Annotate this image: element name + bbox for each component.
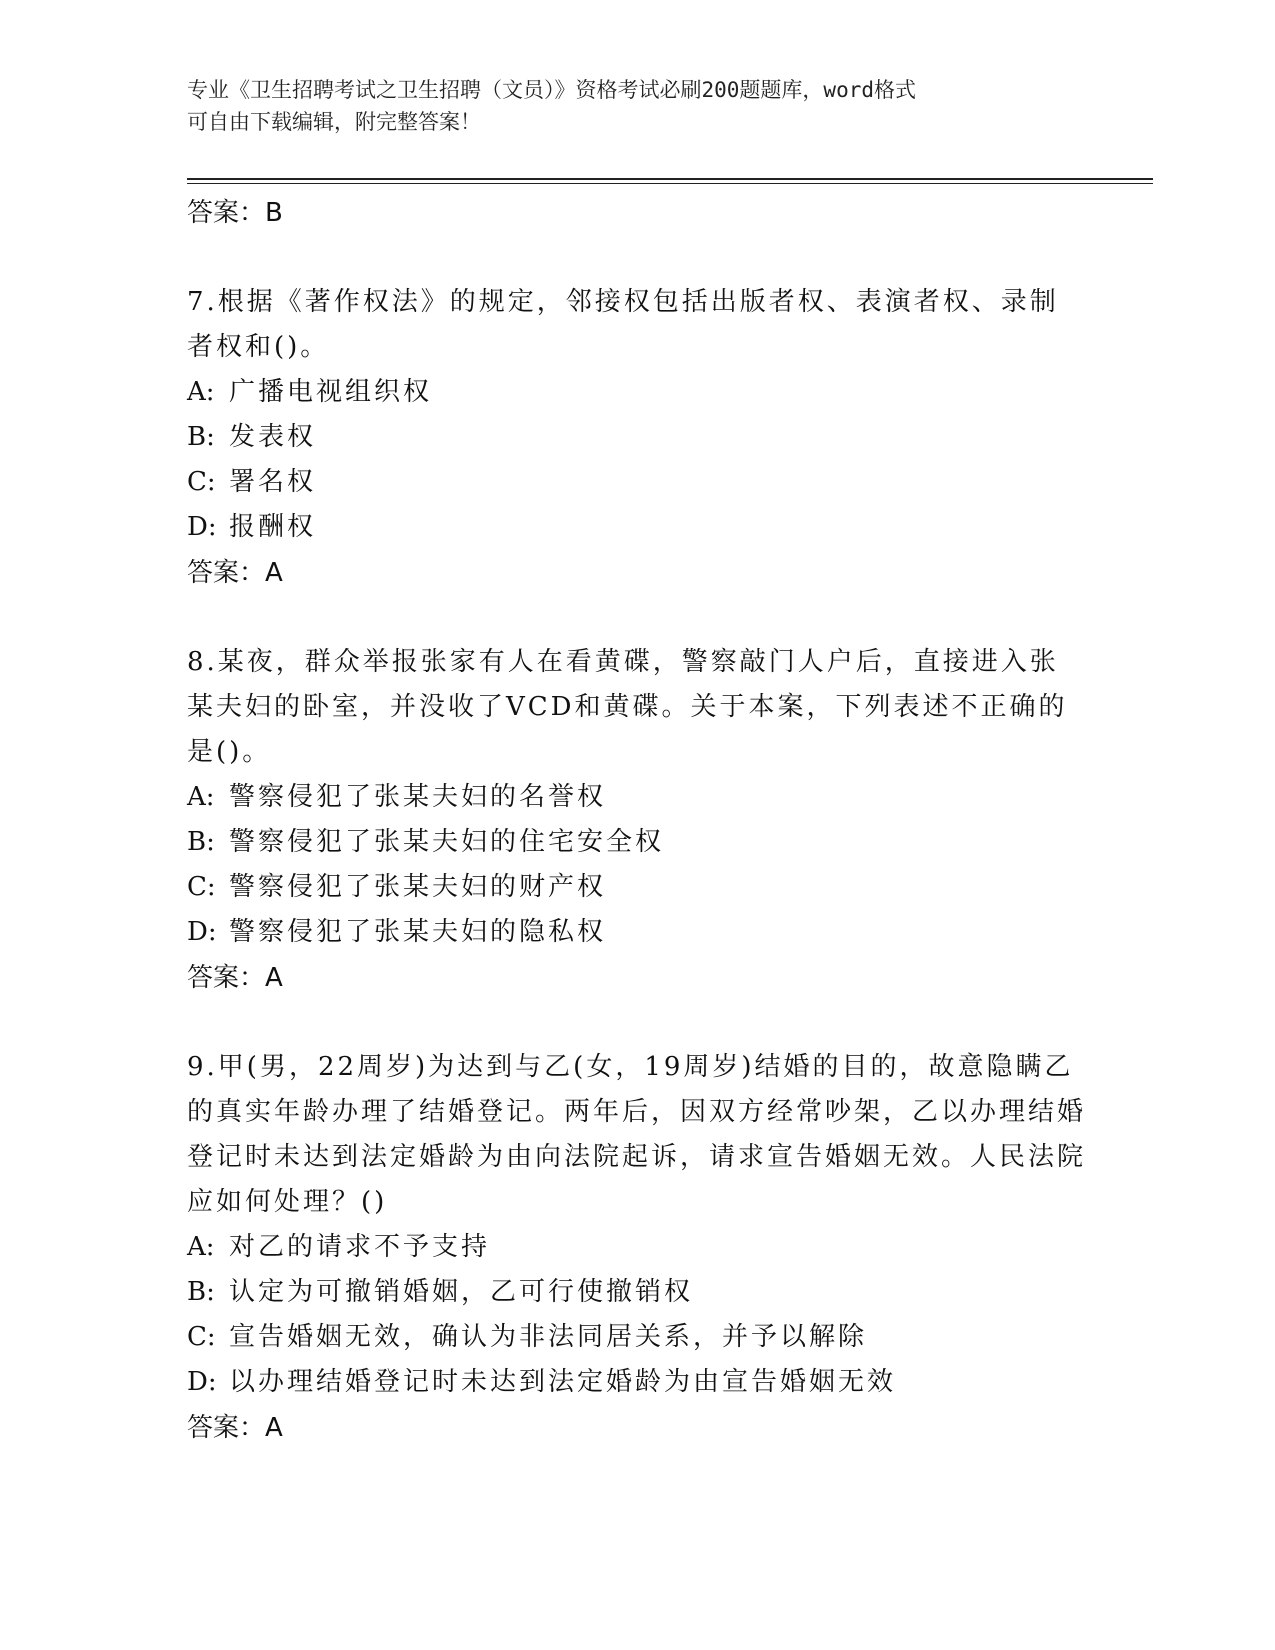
option-letter: C:	[187, 872, 216, 902]
option-d	[187, 1360, 1087, 1405]
option-text: 警察侵犯了张某夫妇的名誉权	[229, 782, 607, 812]
option-a	[187, 370, 1087, 415]
option-letter: A:	[187, 1232, 215, 1262]
question-answer: 答案：A	[187, 558, 283, 588]
option-a	[187, 1225, 1087, 1270]
option-text: 广播电视组织权	[229, 377, 433, 407]
header-divider-thick	[187, 178, 1153, 180]
option-b	[187, 820, 1087, 865]
option-letter: C:	[187, 467, 216, 497]
header-title-line-2: 可自由下载编辑，附完整答案！	[187, 110, 481, 134]
option-letter: D:	[187, 1367, 217, 1397]
option-d	[187, 505, 1087, 550]
option-text: 警察侵犯了张某夫妇的住宅安全权	[229, 827, 665, 857]
question-9	[187, 1045, 1087, 1451]
option-letter: A:	[187, 782, 215, 812]
option-c	[187, 460, 1087, 505]
option-text: 警察侵犯了张某夫妇的隐私权	[229, 917, 607, 947]
option-c	[187, 1315, 1087, 1360]
option-text: 警察侵犯了张某夫妇的财产权	[229, 872, 607, 902]
option-letter: B:	[187, 422, 215, 452]
option-text: 认定为可撤销婚姻，乙可行使撤销权	[229, 1277, 694, 1307]
option-text: 发表权	[229, 422, 317, 452]
option-text: 宣告婚姻无效，确认为非法同居关系，并予以解除	[229, 1322, 868, 1352]
option-c	[187, 865, 1087, 910]
previous-answer: 答案：B	[187, 198, 283, 228]
option-text: 署名权	[229, 467, 317, 497]
option-d	[187, 910, 1087, 955]
question-stem: 7.根据《著作权法》的规定，邻接权包括出版者权、表演者权、录制者权和()。	[187, 287, 1059, 362]
question-answer: 答案：A	[187, 1413, 283, 1443]
option-a	[187, 775, 1087, 820]
option-b	[187, 415, 1087, 460]
option-letter: A:	[187, 377, 215, 407]
option-b	[187, 1270, 1087, 1315]
question-answer: 答案：A	[187, 963, 283, 993]
question-7	[187, 280, 1087, 596]
option-text: 对乙的请求不予支持	[229, 1232, 491, 1262]
option-text: 以办理结婚登记时未达到法定婚龄为由宣告婚姻无效	[229, 1367, 897, 1397]
option-letter: D:	[187, 512, 217, 542]
header-divider-thin	[187, 183, 1153, 184]
question-stem: 8.某夜，群众举报张家有人在看黄碟，警察敲门人户后，直接进入张某夫妇的卧室，并没收了VCD和黄碟。关于本案，下列表述不正确的是()。	[187, 647, 1068, 767]
question-stem: 9.甲(男，22周岁)为达到与乙(女，19周岁)结婚的目的，故意隐瞒乙的真实年龄办理了结婚登记。两年后，因双方经常吵架，乙以办理结婚登记时未达到法定婚龄为由向法院起诉，请求宣告婚姻无效。人民法院应如何处理？()	[187, 1052, 1087, 1217]
header-title-line-1: 专业《卫生招聘考试之卫生招聘（文员）》资格考试必刷200题题库，word格式	[187, 78, 916, 102]
document-header	[187, 74, 1067, 138]
option-letter: D:	[187, 917, 217, 947]
option-text: 报酬权	[229, 512, 317, 542]
option-letter: B:	[187, 827, 215, 857]
question-8	[187, 640, 1087, 1001]
option-letter: C:	[187, 1322, 216, 1352]
option-letter: B:	[187, 1277, 215, 1307]
question-list	[187, 190, 1087, 1451]
